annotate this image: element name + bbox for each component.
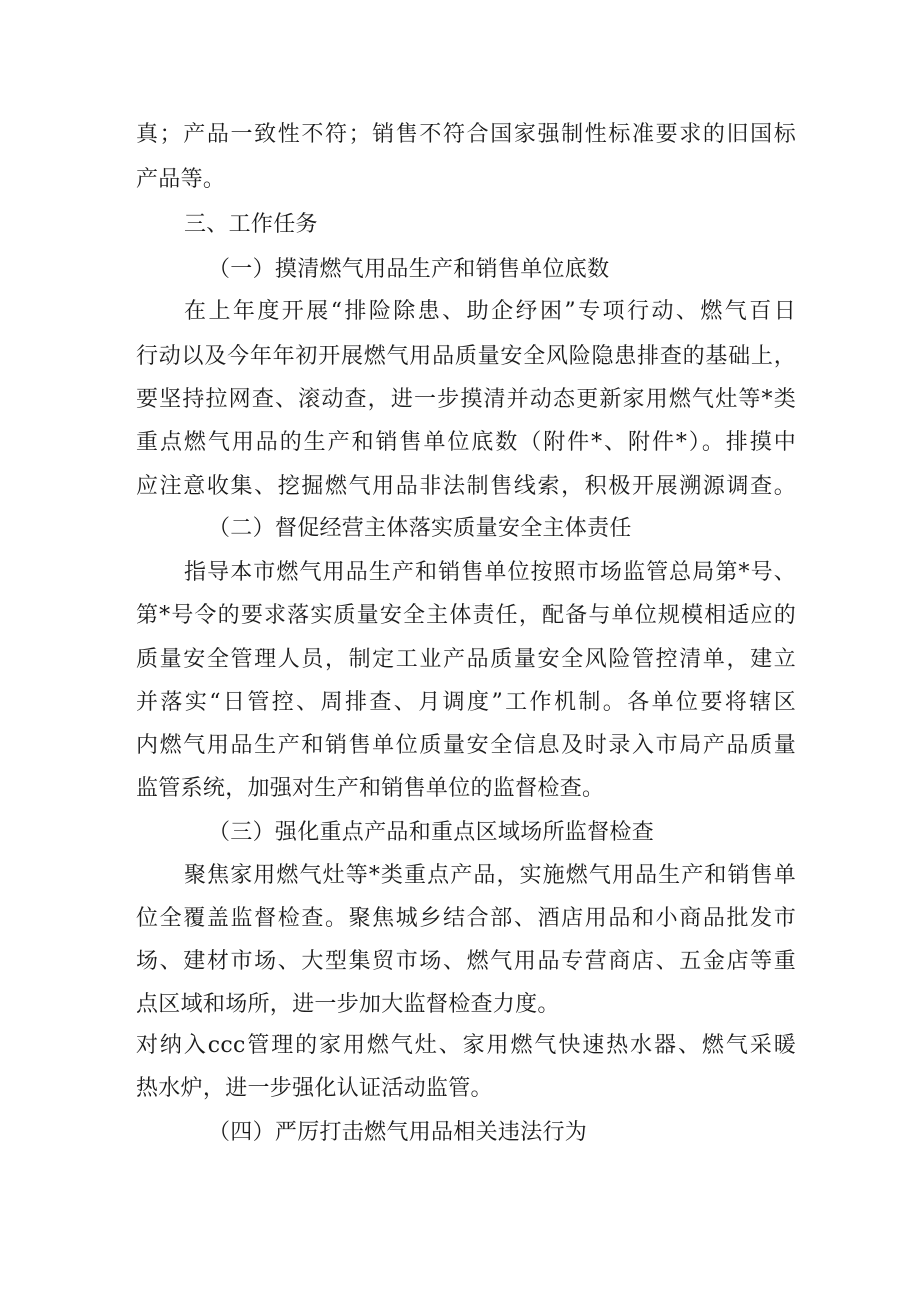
body-text-line: 真；产品一致性不符；销售不符合国家强制性标准要求的旧国标 [136,122,796,147]
body-text-line: 监管系统，加强对生产和销售单位的监督检查。 [136,776,605,801]
subsection-heading: （四）严厉打击燃气用品相关违法行为 [208,1120,588,1145]
section-heading: 三、工作任务 [184,212,318,237]
body-text-line: 内燃气用品生产和销售单位质量安全信息及时录入市局产品质量 [136,733,796,758]
body-text-line: 场、建材市场、大型集贸市场、燃气用品专营商店、五金店等重 [136,949,796,974]
body-text-line: 重点燃气用品的生产和销售单位底数（附件*、附件*）。排摸中 [136,430,796,455]
body-text-line: 热水炉，进一步强化认证活动监管。 [136,1076,493,1101]
body-text-line: 聚焦家用燃气灶等*类重点产品，实施燃气用品生产和销售单 [184,863,796,888]
body-text-line: 产品等。 [136,167,226,192]
body-text-line: 位全覆盖监督检查。聚焦城乡结合部、酒店用品和小商品批发市 [136,906,796,931]
body-text-line: 点区域和场所，进一步加大监督检查力度。 [136,992,560,1017]
body-text-line: 并落实“日管控、周排查、月调度”工作机制。各单位要将辖区 [136,690,796,715]
body-text-line: 指导本市燃气用品生产和销售单位按照市场监管总局第*号、 [184,560,796,585]
subsection-heading: （二）督促经营主体落实质量安全主体责任 [208,516,632,541]
body-text-line: 质量安全管理人员，制定工业产品质量安全风险管控清单，建立 [136,647,796,672]
body-text-line: 第*号令的要求落实质量安全主体责任，配备与单位规模相适应的 [136,603,796,628]
body-text-line: 在上年度开展“排险除患、助企纾困”专项行动、燃气百日 [184,299,796,324]
body-text-line: 对纳入ccc管理的家用燃气灶、家用燃气快速热水器、燃气采暖 [136,1033,796,1058]
body-text-line: 应注意收集、挖掘燃气用品非法制售线索，积极开展溯源调查。 [136,474,796,499]
subsection-heading: （一）摸清燃气用品生产和销售单位底数 [208,257,610,282]
body-text-line: 要坚持拉网查、滚动查，进一步摸清并动态更新家用燃气灶等*类 [136,387,796,412]
body-text-line: 行动以及今年年初开展燃气用品质量安全风险隐患排查的基础上， [136,344,796,369]
subsection-heading: （三）强化重点产品和重点区域场所监督检查 [208,820,655,845]
